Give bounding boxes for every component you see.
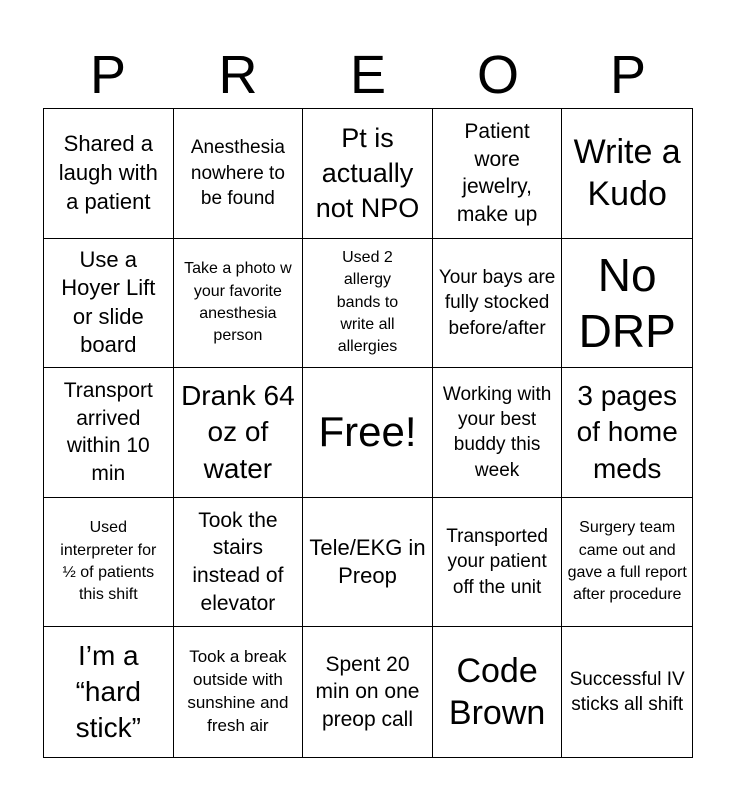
cell-text: Used interpreter for ½ of patients this shift (60, 519, 157, 604)
cell-text: Shared a laugh with a patient (58, 131, 158, 214)
cell-text: Took the stairs instead of elevator (192, 508, 284, 615)
header-letter-p-2: P (609, 45, 647, 105)
bingo-cell[interactable] (562, 498, 692, 628)
bingo-header (43, 44, 693, 106)
header-letter-p: P (89, 45, 127, 105)
cell-text: 3 pages of home meds (576, 379, 678, 484)
bingo-cell[interactable] (433, 627, 563, 757)
header-letter-o: O (476, 45, 519, 105)
bingo-cell[interactable] (433, 109, 563, 239)
header-letter-e: E (349, 45, 387, 105)
cell-text: Drank 64 oz of water (181, 379, 295, 484)
bingo-cell[interactable] (174, 239, 304, 369)
cell-text: Use a Hoyer Lift or slide board (61, 246, 156, 358)
cell-text: Free! (318, 408, 417, 456)
cell-text: Transport arrived within 10 min (63, 379, 153, 486)
bingo-cell[interactable] (303, 627, 433, 757)
bingo-cell[interactable] (44, 109, 174, 239)
bingo-cell[interactable] (562, 239, 692, 369)
cell-text: No DRP (578, 248, 676, 357)
cell-text: Tele/EKG in Preop (309, 534, 426, 589)
cell-text: Your bays are fully stocked before/after (438, 266, 556, 339)
bingo-cell[interactable] (562, 109, 692, 239)
bingo-cell[interactable] (303, 498, 433, 628)
bingo-cell[interactable] (433, 368, 563, 498)
cell-text: Pt is actually not NPO (315, 122, 420, 223)
cell-text: Transported your patient off the unit (446, 526, 548, 598)
bingo-cell[interactable] (174, 627, 304, 757)
bingo-grid (43, 108, 693, 758)
bingo-cell[interactable] (562, 368, 692, 498)
bingo-cell[interactable] (44, 239, 174, 369)
bingo-cell[interactable] (562, 627, 692, 757)
cell-text: I’m a “hard stick” (75, 639, 141, 744)
cell-text: Took a break outside with sunshine and fresh air (187, 647, 289, 736)
cell-text: Used 2 allergy bands to write all allergies (336, 248, 399, 356)
header-letter-r: R (218, 45, 258, 105)
bingo-cell[interactable] (433, 239, 563, 369)
cell-text: Patient wore jewelry, make up (456, 119, 538, 227)
bingo-cell[interactable] (303, 239, 433, 369)
bingo-cell[interactable] (174, 498, 304, 628)
cell-text: Surgery team came out and gave a full report after procedure (567, 519, 687, 604)
bingo-cell[interactable] (174, 368, 304, 498)
cell-text: Working with your best buddy this week (442, 383, 552, 481)
bingo-cell[interactable] (44, 627, 174, 757)
cell-text: Take a photo w your favorite anesthesia person (184, 260, 292, 345)
cell-text: Successful IV sticks all shift (569, 668, 685, 716)
cell-text: Spent 20 min on one preop call (315, 652, 420, 732)
bingo-cell[interactable] (44, 498, 174, 628)
bingo-cell[interactable] (44, 368, 174, 498)
cell-text: Code Brown (448, 651, 546, 733)
bingo-cell[interactable] (174, 109, 304, 239)
cell-text: Write a Kudo (573, 132, 681, 214)
bingo-cell[interactable] (303, 109, 433, 239)
bingo-cell[interactable] (433, 498, 563, 628)
cell-text: Anesthesia nowhere to be found (190, 137, 285, 209)
bingo-cell[interactable] (303, 368, 433, 498)
